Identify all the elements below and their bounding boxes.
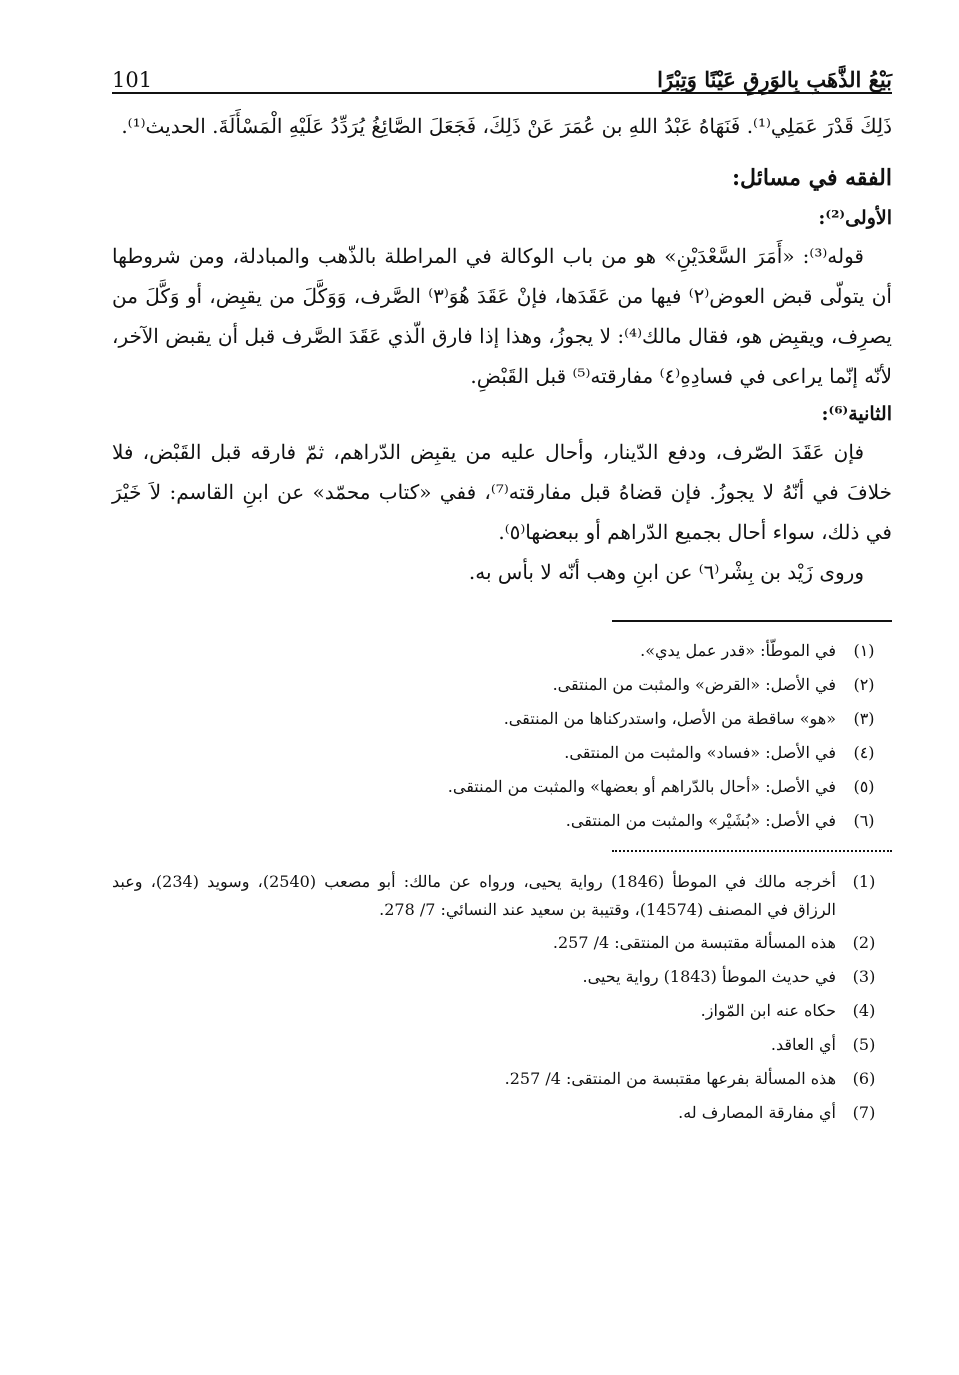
paragraph-narration: وروى زَيْد بن بِشْر⁽٦⁾ عن ابنِ وهب أنّه لا بأس به. (468, 560, 864, 584)
footnote-item (112, 1098, 892, 1128)
paragraph-second-issue: فإن عَقَدَ الصّرف، ودفع الدّينار، وأحال عليه من يقبِض الدّراهم، ثمّ فارقه قبل القَبْض، فلا خلافَ في أنّهُ لا يجوزُ. فإن قضاهُ قبل مفارقته⁽⁷⁾، ففي «كتاب محمّد» عن ابنِ القاسم: لاَ خَيْرَ في ذلك، سواء أحال بجميع الدّراهم أو ببعضها⁽٥⁾. (112, 440, 892, 544)
editor-footnotes (112, 868, 892, 1128)
variant-footnotes (112, 636, 892, 836)
footnote-number: (6) (852, 1069, 876, 1088)
footnote-number: (3) (852, 967, 876, 986)
footnote-number: (٦) (853, 811, 875, 830)
footnote-number: (٢) (853, 675, 875, 694)
footnote-text: أي مفارقة المصارف له. (678, 1103, 836, 1122)
footnote-item (112, 1064, 892, 1094)
page-number: 101 (112, 68, 153, 92)
subheading-second-issue: الثانية⁽⁶⁾: (821, 403, 892, 425)
section-heading-fiqh: الفقه في مسائل: (731, 165, 892, 191)
footnote-text: في الأصل: «فساد» والمثبت من المنتقى. (564, 743, 836, 762)
footnote-item (112, 1030, 892, 1060)
footnote-item (112, 704, 892, 734)
footnote-item (112, 928, 892, 958)
footnote-text: أي العاقد. (770, 1035, 836, 1054)
subheading-first-issue: الأولى⁽²⁾: (818, 207, 892, 229)
footnote-text: في الموطّأ: «قدر عمل يدي». (640, 641, 836, 660)
footnote-text: حكاه عنه ابن المّواز. (700, 1001, 836, 1020)
footnote-number: (٥) (853, 777, 875, 796)
footnote-separator-dotted (612, 850, 892, 852)
footnote-text: هذه المسألة مقتبسة من المنتقى: 4/ 257. (552, 933, 836, 952)
footnote-item (112, 996, 892, 1026)
footnote-item (112, 868, 892, 924)
running-title: بَيْعُ الذَّهَبِ بِالوَرِقِ عَيْنًا وَتِبْرًا (657, 67, 892, 92)
footnote-item (112, 738, 892, 768)
footnote-item (112, 772, 892, 802)
footnote-separator-solid (612, 620, 892, 622)
footnote-number: (2) (852, 933, 876, 952)
footnote-number: (1) (852, 872, 876, 891)
paragraph-hadith-end: ذَلِكَ قَدْرَ عَمَلِي⁽¹⁾. فَنَهَاهُ عَبْدُ اللهِ بن عُمَرَ عَنْ ذَلِكَ، فَجَعَلَ الصَّائِغُ يُرَدِّدُ عَلَيْهِ الْمَسْأَلَةَ. الحديث⁽¹⁾. (121, 114, 892, 138)
footnote-number: (4) (852, 1001, 876, 1020)
footnote-item (112, 636, 892, 666)
footnote-text: في الأصل: «بُشَيْر» والمثبت من المنتقى. (565, 811, 836, 830)
main-text (112, 106, 892, 592)
footnote-number: (5) (852, 1035, 876, 1054)
footnote-text: في حديث الموطأ (1843) رواية يحيى. (582, 967, 836, 986)
footnote-item (112, 806, 892, 836)
footnote-number: (٤) (853, 743, 875, 762)
footnote-item (112, 962, 892, 992)
footnote-number: (١) (853, 641, 875, 660)
paragraph-first-issue: قوله⁽³⁾: «أَمَرَ السَّعْدَيْنِ» هو من باب الوكالة في المراطلة بالذّهب والمبادلة، ومن شروطها أن يتولّى قبض العوض⁽٢⁾ فيها من عَقَدَها، فإنْ عَقَدَ هُوَ⁽٣⁾ الصَّرف، وَوَكَّلَ من يقبِض، أو وَكَّلَ من يصرِف، ويقبِض هو، فقال مالك⁽⁴⁾: لا يجوزُ، وهذا إذا فارق الّذي عَقَدَ الصَّرف قبل أن يقبض الآخر، لأنّه إنّما يراعى في فسادِهِ⁽٤⁾ مفارقته⁽⁵⁾ قبل القَبْضِ. (112, 244, 892, 388)
footnote-text: في الأصل: «القرض» والمثبت من المنتقى. (552, 675, 836, 694)
book-page (112, 58, 892, 1132)
footnote-text: هذه المسألة بفرعها مقتبسة من المنتقى: 4/ 257. (504, 1069, 836, 1088)
page-header (112, 58, 892, 94)
footnote-text: أخرجه مالك في الموطأ (1846) رواية يحيى، ورواه عن مالك: أبو مصعب (2540)، وسويد (234)، وعبد الرزاق في المصنف (14574)، وقتيبة بن سعيد عند النسائي: 7/ 278. (112, 872, 837, 919)
footnote-text: «هو» ساقطة من الأصل، واستدركناها من المنتقى. (503, 709, 836, 728)
footnote-number: (7) (852, 1103, 876, 1122)
footnote-number: (٣) (853, 709, 875, 728)
footnote-item (112, 670, 892, 700)
footnote-text: في الأصل: «أحال بالدّراهم أو بعضها» والمثبت من المنتقى. (447, 777, 836, 796)
